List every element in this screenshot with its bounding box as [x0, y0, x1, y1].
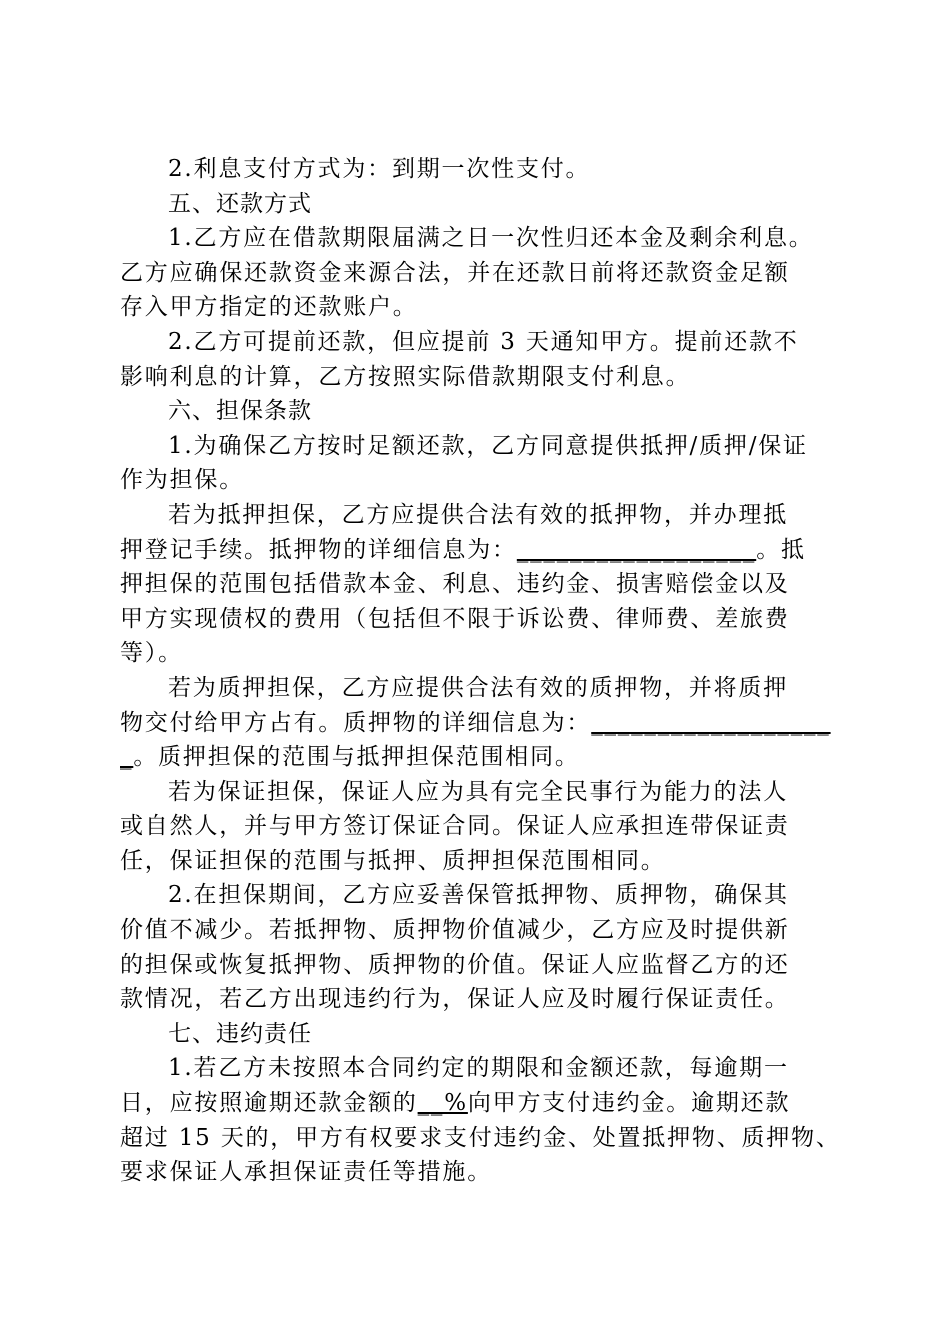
- mortgage-clause-line-5: 等）。: [120, 640, 183, 667]
- penalty-rate-blank: __%: [417, 1090, 468, 1117]
- pledge-details-blank-end: _: [120, 744, 134, 771]
- surety-clause-line-2: 或自然人，并与甲方签订保证合同。保证人应承担连带保证责: [120, 813, 790, 840]
- document-body: [120, 152, 841, 1190]
- breach-clause-1-line-4: 要求保证人承担保证责任等措施。: [120, 1159, 492, 1186]
- pledge-details-blank: __________________: [591, 709, 831, 736]
- breach-clause-1-line-3: 超过 15 天的，甲方有权要求支付违约金、处置抵押物、质押物、: [120, 1124, 841, 1151]
- pledge-clause-line-1: 若为质押担保，乙方应提供合法有效的质押物，并将质押: [168, 674, 788, 701]
- guarantee-clause-2-line-4: 款情况，若乙方出现违约行为，保证人应及时履行保证责任。: [120, 986, 790, 1013]
- surety-clause-line-1: 若为保证担保，保证人应为具有完全民事行为能力的法人: [168, 778, 788, 805]
- section-heading-guarantee: 六、担保条款: [168, 398, 312, 425]
- pledge-details-label: 物交付给甲方占有。质押物的详细信息为：: [120, 709, 592, 736]
- mortgage-details-label: 押登记手续。抵押物的详细信息为：: [120, 536, 517, 563]
- breach-clause-1-line-2: [120, 1086, 832, 1121]
- mortgage-clause-line-3: 押担保的范围包括借款本金、利息、违约金、损害赔偿金以及: [120, 571, 790, 598]
- penalty-rate-label: 日，应按照逾期还款金额的: [120, 1090, 418, 1117]
- guarantee-clause-2-line-3: 的担保或恢复抵押物、质押物的价值。保证人应监督乙方的还: [120, 951, 790, 978]
- repayment-clause-2-line-1: 2.乙方可提前还款，但应提前 3 天通知甲方。提前还款不: [168, 328, 799, 355]
- mortgage-clause-line-2: [120, 533, 832, 568]
- penalty-rate-suffix: 向甲方支付违约金。逾期还款: [467, 1090, 791, 1117]
- guarantee-clause-2-line-1: 2.在担保期间，乙方应妥善保管抵押物、质押物，确保其: [168, 882, 789, 909]
- section-heading-repayment: 五、还款方式: [168, 190, 312, 217]
- pledge-scope-text: 。质押担保的范围与抵押担保范围相同。: [133, 744, 580, 771]
- breach-clause-1-line-1: 1.若乙方未按照本合同约定的期限和金额还款，每逾期一: [168, 1055, 789, 1082]
- repayment-clause-1-line-3: 存入甲方指定的还款账户。: [120, 294, 418, 321]
- mortgage-details-blank: __________________: [516, 536, 757, 563]
- interest-payment-clause: 2.利息支付方式为：到期一次性支付。: [168, 156, 591, 182]
- pledge-clause-line-3: [120, 740, 832, 775]
- repayment-clause-1-line-2: 乙方应确保还款资金来源合法，并在还款日前将还款资金足额: [120, 259, 790, 286]
- guarantee-clause-2-line-2: 价值不减少。若抵押物、质押物价值减少，乙方应及时提供新: [120, 917, 790, 944]
- repayment-clause-1-line-1: 1.乙方应在借款期限届满之日一次性归还本金及剩余利息。: [168, 225, 814, 252]
- mortgage-details-suffix: 。抵: [756, 536, 806, 563]
- mortgage-clause-line-4: 甲方实现债权的费用（包括但不限于诉讼费、律师费、差旅费: [120, 605, 790, 632]
- mortgage-clause-line-1: 若为抵押担保，乙方应提供合法有效的抵押物，并办理抵: [168, 501, 788, 528]
- guarantee-clause-1-line-1: 1.为确保乙方按时足额还款，乙方同意提供抵押/质押/保证: [168, 432, 808, 459]
- section-heading-breach: 七、违约责任: [168, 1020, 312, 1047]
- surety-clause-line-3: 任，保证担保的范围与抵押、质押担保范围相同。: [120, 847, 666, 874]
- pledge-clause-line-2: [120, 706, 832, 741]
- guarantee-clause-1-line-2: 作为担保。: [120, 467, 244, 494]
- repayment-clause-2-line-2: 影响利息的计算，乙方按照实际借款期限支付利息。: [120, 363, 691, 390]
